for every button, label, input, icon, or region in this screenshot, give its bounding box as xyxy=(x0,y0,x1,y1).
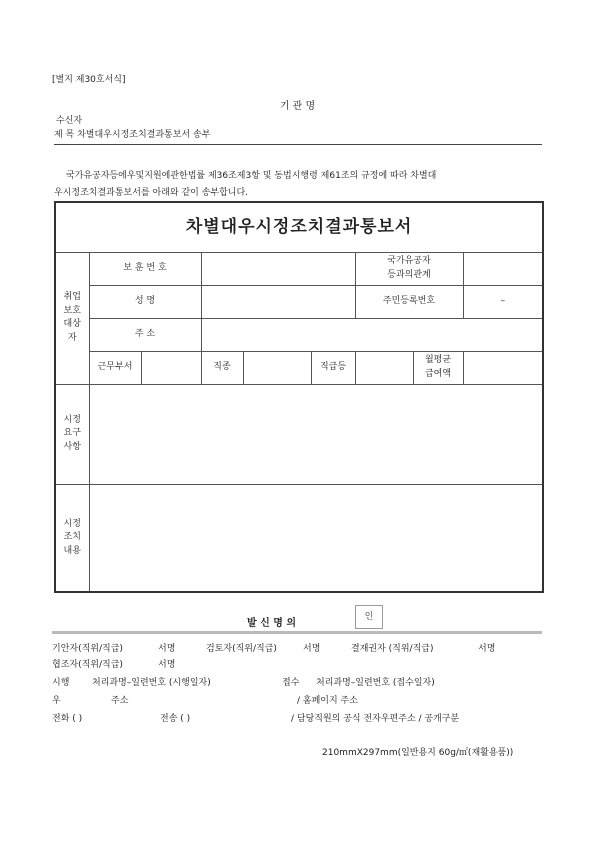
form-number: [별지 제30호서식] xyxy=(52,75,126,85)
grade-field[interactable] xyxy=(355,351,413,384)
reviewer-label: 검토자(직위/직급) xyxy=(206,644,277,654)
monthly-wage-field[interactable] xyxy=(463,351,543,384)
grade-label: 직급등 xyxy=(311,351,355,384)
seal-mark: 인 xyxy=(355,605,383,629)
monthly-wage-label: 월평균 급여액 xyxy=(413,351,463,384)
job-type-field[interactable] xyxy=(243,351,311,384)
postcode-label: 우 xyxy=(52,696,61,706)
form-title: 차별대우시정조치결과통보서 xyxy=(55,202,543,252)
cooperator-label: 협조자(직위/직급) xyxy=(52,660,123,670)
body-text-line1: 국가유공자등에우및지원에관한법률 제36조제3항 및 동법시행령 제61조의 규정에 따라 차별대 xyxy=(66,171,437,181)
homepage-label: / 홈페이지 주소 xyxy=(297,696,358,706)
reviewer-sign: 서명 xyxy=(303,644,321,654)
address-field[interactable] xyxy=(201,318,543,351)
department-label: 근무부서 xyxy=(89,351,141,384)
result-notice-form xyxy=(54,201,544,593)
action-field[interactable] xyxy=(89,484,543,592)
cooperator-sign: 서명 xyxy=(158,660,176,670)
department-field[interactable] xyxy=(141,351,201,384)
rrn-label: 주민등록번호 xyxy=(355,285,463,318)
job-type-label: 직종 xyxy=(201,351,243,384)
fax-label: 전송 ( ) xyxy=(160,714,191,724)
paper-spec: 210mmX297mm(일반용지 60g/㎡(재활용품)) xyxy=(322,748,514,758)
receipt-value: 처리과명–일련번호 (접수일자) xyxy=(316,678,435,688)
body-text-line2: 우시정조치결과통보서를 아래와 같이 송부합니다. xyxy=(54,188,249,198)
exec-label: 시행 xyxy=(52,678,70,688)
drafter-sign: 서명 xyxy=(158,644,176,654)
address-footer-label: 주소 xyxy=(111,696,129,706)
recipient-label: 수신자 xyxy=(56,116,83,126)
relation-field[interactable] xyxy=(463,252,543,285)
bohun-number-label: 보 훈 번 호 xyxy=(89,252,201,285)
phone-label: 전화 ( ) xyxy=(52,714,83,724)
header-divider xyxy=(54,144,542,145)
request-section-label: 시정 요구 사항 xyxy=(55,384,89,484)
target-section-label: 취업 보호 대상 자 xyxy=(55,252,89,384)
footer-divider xyxy=(52,631,542,634)
action-section-label: 시정 조치 내용 xyxy=(55,484,89,592)
bohun-number-field[interactable] xyxy=(201,252,355,285)
request-field[interactable] xyxy=(89,384,543,484)
subject-line: 제 목 차별대우시정조치결과통보서 송부 xyxy=(54,130,211,140)
exec-value: 처리과명–일련번호 (시행일자) xyxy=(92,678,211,688)
relation-label: 국가유공자 등과의관계 xyxy=(355,252,463,285)
approver-sign: 서명 xyxy=(478,644,496,654)
rrn-field[interactable]: – xyxy=(463,285,543,318)
sender-label: 발 신 명 의 xyxy=(247,618,297,629)
receipt-label: 접수 xyxy=(282,678,300,688)
approver-label: 결재권자 (직위/직급) xyxy=(351,644,434,654)
name-label: 성 명 xyxy=(89,285,201,318)
address-label: 주 소 xyxy=(89,318,201,351)
name-field[interactable] xyxy=(201,285,355,318)
agency-name: 기 관 명 xyxy=(279,101,316,112)
email-label: / 담당직원의 공식 전자우편주소 / 공개구분 xyxy=(291,714,460,724)
drafter-label: 기안자(직위/직급) xyxy=(52,644,123,654)
